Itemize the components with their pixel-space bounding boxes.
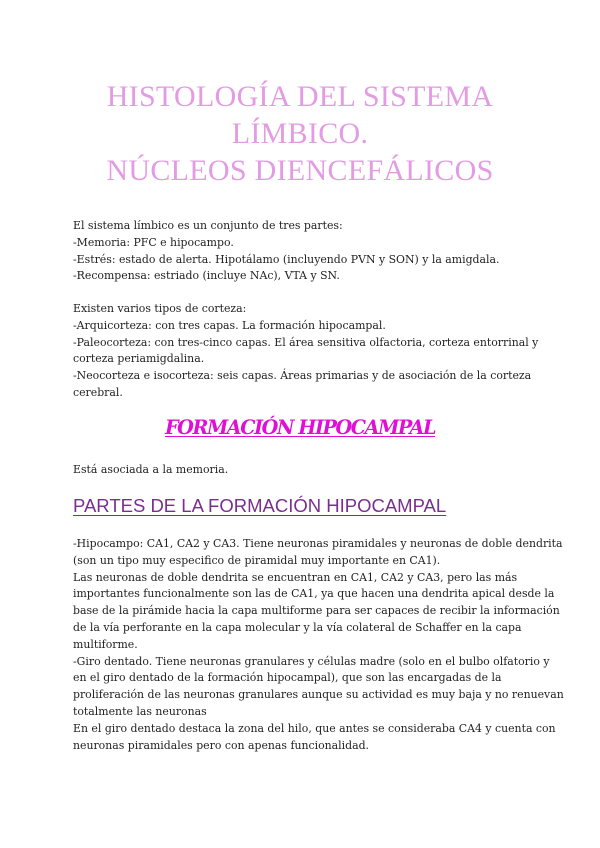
- text-line: -Recompensa: estriado (incluye NAc), VTA y SN.: [73, 269, 340, 283]
- text-line: multiforme.: [73, 637, 138, 651]
- text-line: Las neuronas de doble dendrita se encuentran en CA1, CA2 y CA3, pero las más: [73, 570, 518, 584]
- text-line: (son un tipo muy especifico de piramidal muy importante en CA1).: [73, 553, 441, 567]
- section1-paragraph: [73, 462, 533, 479]
- text-line: -Neocorteza e isocorteza: seis capas. Áreas primarias y de asociación de la corteza: [73, 369, 532, 383]
- title-line: HISTOLOGÍA DEL SISTEMA: [106, 80, 494, 113]
- text-line: totalmente las neuronas: [73, 704, 207, 718]
- text-line: neuronas piramidales pero con apenas funcionalidad.: [73, 738, 370, 752]
- parts-paragraph: [73, 536, 564, 754]
- text-line: -Paleocorteza: con tres-cinco capas. El área sensitiva olfactoria, corteza entorrinal y: [73, 335, 539, 349]
- text-line: -Estrés: estado de alerta. Hipotálamo (incluyendo PVN y SON) y la amigdala.: [73, 252, 500, 266]
- text-line: El sistema límbico es un conjunto de tres partes:: [73, 219, 343, 232]
- section-heading-formacion-hipocampal: FORMACIÓN HIPOCAMPAL: [164, 415, 436, 439]
- text-line: Está asociada a la memoria.: [73, 463, 229, 476]
- text-line: cerebral.: [73, 385, 123, 399]
- title-line: LÍMBICO.: [231, 117, 369, 150]
- text-line: importantes funcionalmente son las de CA1, ya que hacen una dendrita apical desde la: [73, 587, 555, 601]
- text-line: -Arquicorteza: con tres capas. La formación hipocampal.: [73, 318, 386, 332]
- title-line: NÚCLEOS DIENCEFÁLICOS: [106, 154, 494, 187]
- text-line: En el giro dentado destaca la zona del hilo, que antes se consideraba CA4 y cuenta con: [73, 721, 556, 735]
- text-line: de la vía perforante en la capa molecular y la vía colateral de Schaffer en la capa: [73, 620, 522, 634]
- text-line: base de la pirámide hacia la capa multiforme para ser capaces de recibir la información: [73, 604, 560, 618]
- document-title: [40, 78, 560, 189]
- intro-paragraph: [73, 218, 533, 285]
- text-line: -Memoria: PFC e hipocampo.: [73, 235, 234, 249]
- text-line: -Hipocampo: CA1, CA2 y CA3. Tiene neuronas piramidales y neuronas de doble dendrita: [73, 537, 563, 550]
- text-line: corteza periamigdalina.: [73, 352, 205, 366]
- text-line: -Giro dentado. Tiene neuronas granulares y células madre (solo en el bulbo olfatorio y: [73, 654, 550, 668]
- text-line: proliferación de las neuronas granulares aunque su actividad es muy baja y no renuevan: [73, 688, 564, 702]
- text-line: Existen varios tipos de corteza:: [73, 302, 247, 315]
- text-line: en el giro dentado de la formación hipocampal), que son las encargadas de la: [73, 671, 502, 685]
- section-heading-partes: PARTES DE LA FORMACIÓN HIPOCAMPAL: [73, 495, 447, 516]
- cortex-paragraph: [73, 301, 539, 402]
